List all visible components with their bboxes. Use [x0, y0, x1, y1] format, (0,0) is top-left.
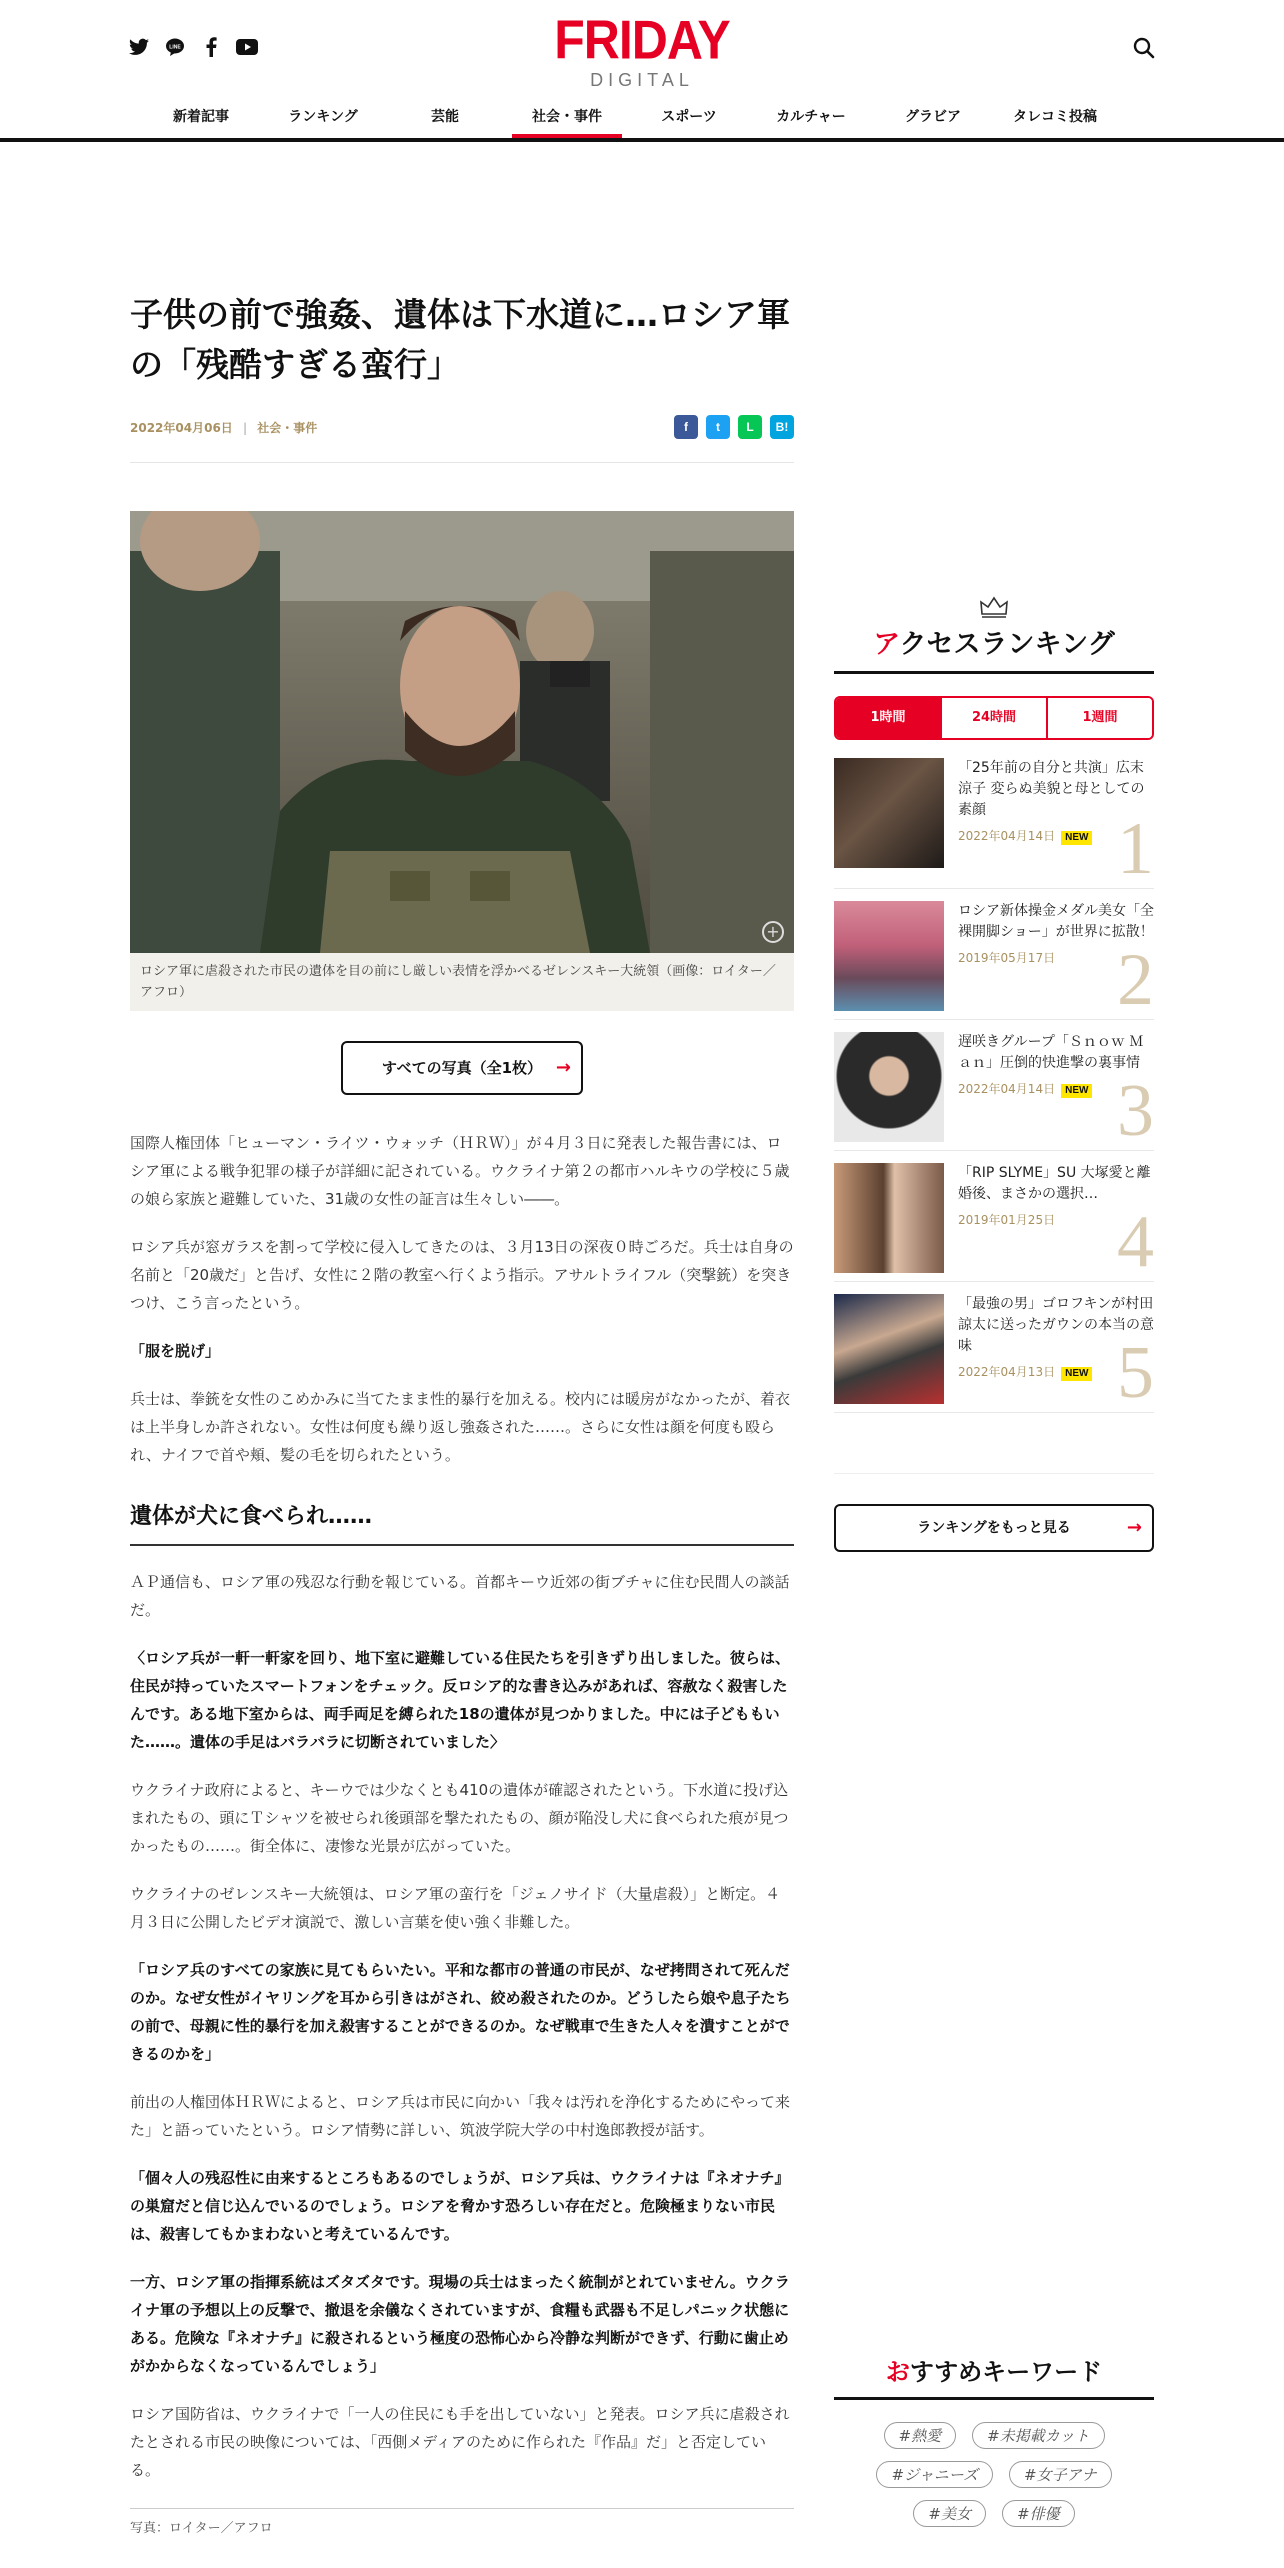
keyword-title: おすすめキーワード — [834, 2352, 1154, 2400]
keyword-tag[interactable]: #ジャニーズ — [876, 2461, 993, 2488]
article-meta: 2022年04月06日 | 社会・事件 f t L B! — [130, 412, 794, 442]
keyword-tag[interactable]: #未掲載カット — [972, 2422, 1104, 2449]
quote-paragraph: 「個々人の残忍性に由来するところもあるのでしょうが、ロシア兵は、ウクライナは『ネオナチ』の巣窟だと信じ込んでいるのでしょう。ロシアを脅かす恐ろしい存在だと。危険極まりない市民は、殺害してもかまわないと考えているんです。 — [130, 2169, 790, 2243]
nav-item-new[interactable]: 新着記事 — [173, 109, 229, 125]
article-body — [130, 1129, 794, 2536]
ranking-thumbnail — [834, 1032, 944, 1142]
paragraph: 「服を脱げ」 — [130, 1342, 221, 1360]
crown-icon — [979, 596, 1009, 618]
ranking-item-date: 2019年05月17日 — [958, 951, 1056, 965]
nav-item-gravure[interactable]: グラビア — [905, 109, 961, 125]
paragraph: ウクライナ政府によると、キーウでは少なくとも410の遺体が確認されたという。下水道に投げ込まれたもの、頭にＴシャツを被せられ後頭部を撃たれたもの、顔が陥没し犬に食べられた痕が見つかったもの……。街全体に、凄惨な光景が広がっていた。 — [130, 1781, 789, 1855]
all-photos-button[interactable] — [341, 1041, 583, 1095]
article-photo[interactable] — [130, 511, 794, 953]
nav-item-culture[interactable]: カルチャー — [776, 109, 846, 125]
article-date: 2022年04月06日 — [130, 420, 233, 435]
ranking-title: アクセスランキング — [834, 622, 1154, 674]
ranking-item-title: ロシア新体操金メダル美女「全裸開脚ショー」が世界に拡散！ — [958, 903, 1154, 940]
ranking-list — [834, 758, 1154, 1413]
more-ranking-label: ランキングをもっと見る — [917, 1520, 1071, 1536]
article — [130, 290, 794, 2536]
photo-credit: 写真：ロイター／アフロ — [130, 2508, 794, 2536]
paragraph: ロシア国防省は、ウクライナで「一人の住民にも手を出していない」と発表。ロシア兵に虐殺されたとされる市民の映像については、「西側メディアのために作られた『作品』だ」と否定している。 — [130, 2405, 790, 2479]
ranking-item-date: 2022年04月14日 — [958, 1082, 1056, 1096]
ranking-thumbnail — [834, 1163, 944, 1273]
paragraph: ロシア兵が窓ガラスを割って学校に侵入してきたのは、３月13日の深夜０時ごろだ。兵士は自身の名前と「20歳だ」と告げ、女性に２階の教室へ行くよう指示。アサルトライフル（突撃銃）を突きつけ、こう言ったという。 — [130, 1238, 794, 1312]
nav-item-sports[interactable]: スポーツ — [661, 109, 717, 125]
quote-paragraph: 「ロシア兵のすべての家族に見てもらいたい。平和な都市の普通の市民が、なぜ拷問されて死んだのか。なぜ女性がイヤリングを耳から引きはがされ、絞め殺されたのか。どうしたら娘や息子たちの前で、母親に性的暴行を加え殺害することができるのか。なぜ戦車で生きた人々を潰すことができるのかを」 — [130, 1961, 791, 2063]
ranking-item[interactable] — [834, 1151, 1154, 1282]
zoom-icon[interactable]: + — [762, 921, 784, 943]
site-header — [0, 0, 1284, 142]
tab-1week[interactable]: 1週間 — [1048, 698, 1152, 738]
quote-paragraph: 一方、ロシア軍の指揮系統はズタズタです。現場の兵士はまったく統制がとれていません。ウクライナ軍の予想以上の反撃で、撤退を余儀なくされていますが、食糧も武器も不足しパニック状態にある。危険な『ネオナチ』に殺されるという極度の恐怖心から冷静な判断ができず、行動に歯止めがかからなくなっているんでしょう」 — [130, 2273, 790, 2375]
ranking-item-date: 2022年04月14日 — [958, 829, 1056, 843]
line-share-icon[interactable]: L — [738, 415, 762, 439]
ranking-item-title: 「最強の男」ゴロフキンが村田諒太に送ったガウンの本当の意味 — [958, 1296, 1154, 1354]
keyword-tag[interactable]: #熱愛 — [884, 2422, 957, 2449]
ranking-item[interactable] — [834, 1020, 1154, 1151]
nav-item-entertainment[interactable]: 芸能 — [431, 109, 459, 125]
keyword-widget — [834, 2352, 1154, 2527]
share-buttons — [674, 415, 794, 439]
svg-text:LINE: LINE — [169, 44, 181, 51]
paragraph: 兵士は、拳銃を女性のこめかみに当てたまま性的暴行を加える。校内には暖房がなかったが、着衣は上半身しか許されない。女性は何度も繰り返し強姦された……。さらに女性は顔を何度も殴られ、ナイフで首や頬、髪の毛を切られたという。 — [130, 1390, 791, 1464]
new-badge: NEW — [1061, 831, 1092, 845]
ranking-tabs — [834, 696, 1154, 740]
nav-item-ranking[interactable]: ランキング — [288, 109, 358, 125]
ranking-thumbnail — [834, 1294, 944, 1404]
ranking-item-date: 2019年01月25日 — [958, 1213, 1056, 1227]
subheading: 遺体が犬に食べられ…… — [130, 1499, 794, 1546]
ranking-divider — [834, 1473, 1154, 1474]
ranking-item-date: 2022年04月13日 — [958, 1365, 1056, 1379]
paragraph: ウクライナのゼレンスキー大統領は、ロシア軍の蛮行を「ジェノサイド（大量虐殺）」と断定。４月３日に公開したビデオ演説で、激しい言葉を使い強く非難した。 — [130, 1885, 781, 1931]
tab-1hour[interactable]: 1時間 — [836, 698, 942, 738]
meta-divider — [130, 462, 794, 463]
keyword-tag[interactable]: #美女 — [913, 2500, 986, 2527]
rank-number: 2 — [1117, 939, 1154, 1021]
ranking-item[interactable] — [834, 1282, 1154, 1413]
keyword-list — [834, 2422, 1154, 2527]
keyword-tag[interactable]: #俳優 — [1002, 2500, 1075, 2527]
nav-item-society[interactable]: 社会・事件 — [506, 100, 628, 138]
ranking-widget — [834, 596, 1154, 1552]
ranking-item[interactable] — [834, 758, 1154, 889]
rank-number: 5 — [1117, 1332, 1154, 1414]
article-title: 子供の前で強姦、遺体は下水道に…ロシア軍の「残酷すぎる蛮行」 — [130, 295, 790, 384]
article-category[interactable]: 社会・事件 — [257, 420, 318, 435]
nav-item-tip[interactable]: タレコミ投稿 — [1013, 109, 1097, 125]
search-icon[interactable] — [1132, 36, 1156, 60]
ranking-item-title: 「RIP SLYME」SU 大塚愛と離婚後、まさかの選択… — [958, 1165, 1151, 1202]
paragraph: 前出の人権団体ＨＲＷによると、ロシア兵は市民に向かい「我々は汚れを浄化するためにやって来た」と語っていたという。ロシア情勢に詳しい、筑波学院大学の中村逸郎教授が話す。 — [130, 2093, 791, 2139]
ranking-item[interactable] — [834, 889, 1154, 1020]
main-nav — [140, 100, 1116, 138]
new-badge: NEW — [1061, 1367, 1092, 1381]
paragraph: ＡＰ通信も、ロシア軍の残忍な行動を報じている。首都キーウ近郊の街ブチャに住む民間人の談話だ。 — [130, 1573, 790, 1619]
logo-digital: DIGITAL — [590, 70, 694, 90]
rank-number: 1 — [1117, 808, 1154, 890]
keyword-tag[interactable]: #女子アナ — [1009, 2461, 1112, 2488]
more-ranking-button[interactable] — [834, 1504, 1154, 1552]
site-logo[interactable] — [0, 9, 1284, 90]
rank-number: 4 — [1117, 1201, 1154, 1283]
logo-friday: FRIDAY — [554, 9, 730, 71]
ranking-thumbnail — [834, 901, 944, 1011]
twitter-share-icon[interactable]: t — [706, 415, 730, 439]
hatena-share-icon[interactable]: B! — [770, 415, 794, 439]
ranking-thumbnail — [834, 758, 944, 868]
ranking-item-title: 「25年前の自分と共演」広末涼子 変らぬ美貌と母としての素顔 — [958, 760, 1145, 818]
all-photos-label: すべての写真（全1枚） — [381, 1059, 543, 1077]
new-badge: NEW — [1061, 1084, 1092, 1098]
facebook-share-icon[interactable]: f — [674, 415, 698, 439]
arrow-right-icon: → — [1126, 1517, 1142, 1538]
arrow-right-icon: → — [555, 1057, 571, 1078]
ranking-item-title: 遅咲きグループ「Ｓｎｏｗ Ｍａｎ」圧倒的快進撃の裏事情 — [958, 1034, 1144, 1071]
photo-caption: ロシア軍に虐殺された市民の遺体を目の前にし厳しい表情を浮かべるゼレンスキー大統領（画像：ロイター／アフロ） — [130, 953, 794, 1011]
tab-24hours[interactable]: 24時間 — [942, 698, 1048, 738]
rank-number: 3 — [1117, 1070, 1154, 1152]
paragraph: 国際人権団体「ヒューマン・ライツ・ウォッチ（ＨＲＷ）」が４月３日に発表した報告書には、ロシア軍による戦争犯罪の様子が詳細に記されている。ウクライナ第２の都市ハルキウの学校に５歳の娘ら家族と避難していた、31歳の女性の証言は生々しい――。 — [130, 1134, 790, 1208]
quote-paragraph: 〈ロシア兵が一軒一軒家を回り、地下室に避難している住民たちを引きずり出しました。彼らは、住民が持っていたスマートフォンをチェック。反ロシア的な書き込みがあれば、容赦なく殺害したんです。ある地下室からは、両手両足を縛られた18の遺体が見つかりました。中には子どももいた……。遺体の手足はバラバラに切断されていました〉 — [130, 1649, 791, 1751]
